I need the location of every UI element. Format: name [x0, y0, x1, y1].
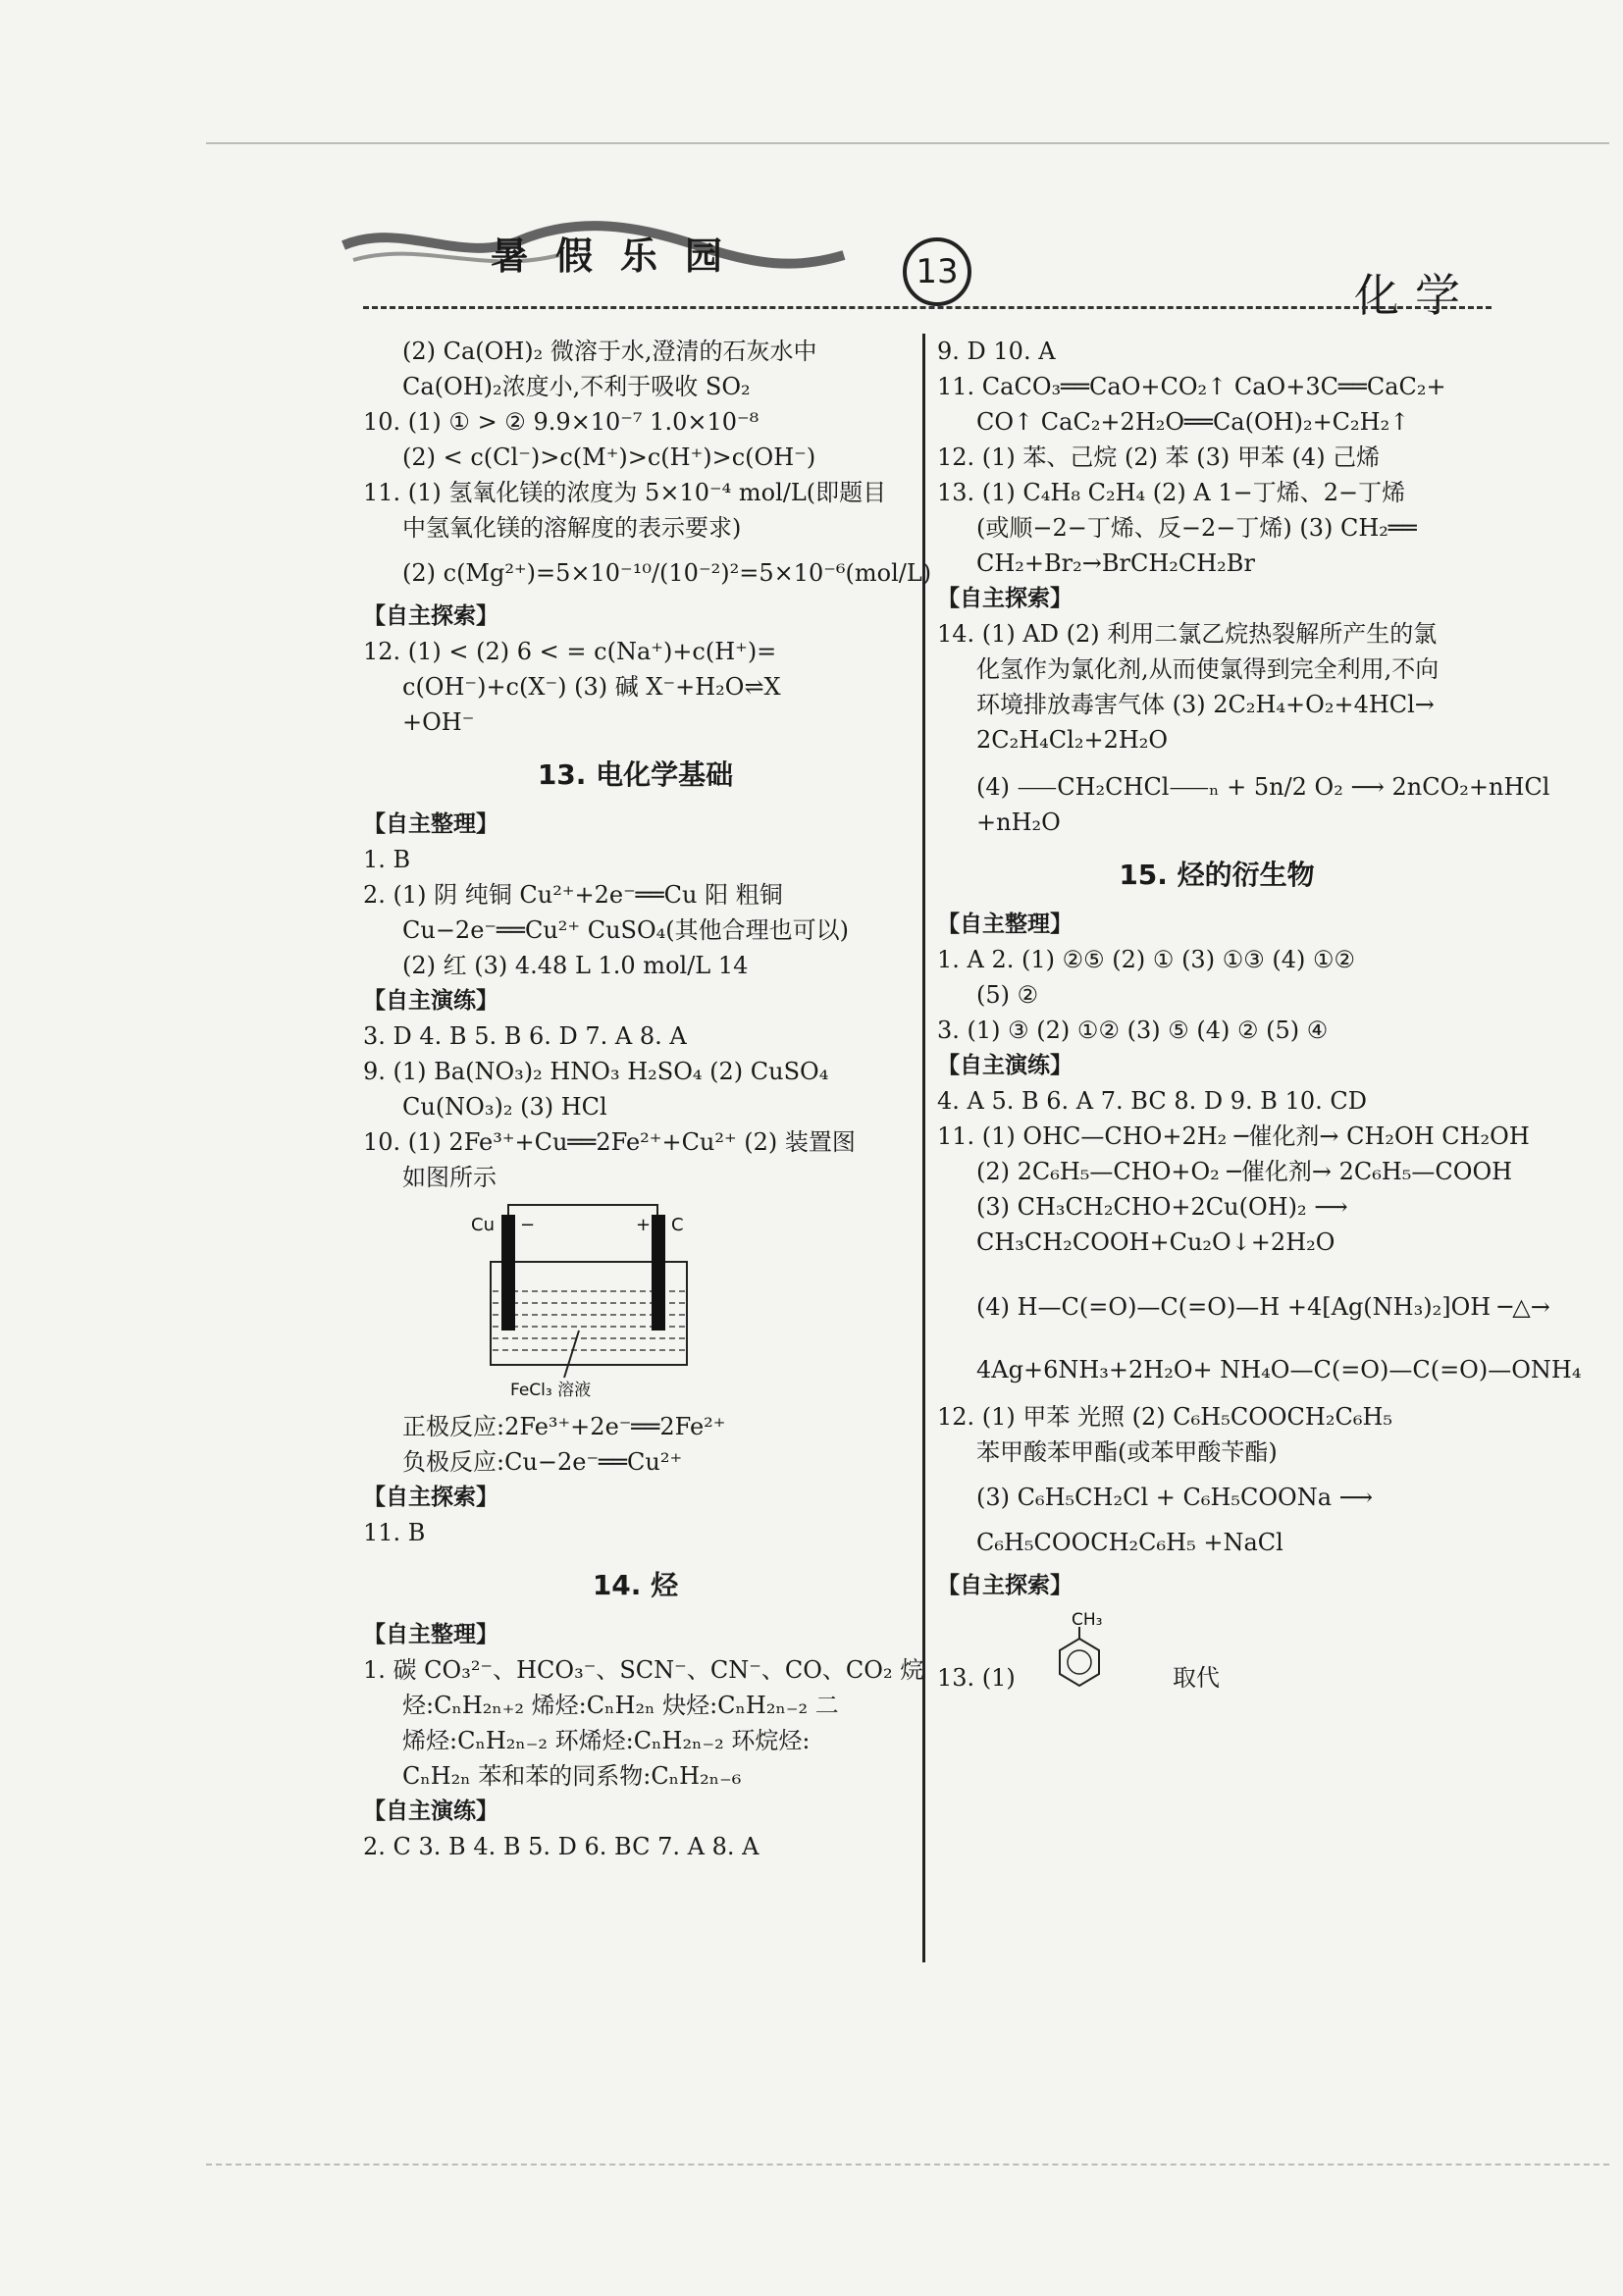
section-label: 【自主探索】 — [363, 603, 498, 629]
answer-line: 取代 — [1173, 1664, 1220, 1692]
cell-diagram — [471, 1203, 726, 1399]
answer-line: 中氢氧化镁的溶解度的表示要求) — [402, 514, 742, 542]
chapter-title: 14. 烃 — [592, 1569, 679, 1601]
label-solution: FeCl₃ 溶液 — [510, 1381, 592, 1400]
answer-line: 12. (1) < (2) 6 < = c(Na⁺)+c(H⁺)= — [363, 638, 777, 665]
answer-line: 烯烃:CₙH₂ₙ₋₂ 环烯烃:CₙH₂ₙ₋₂ 环烷烃: — [402, 1727, 811, 1754]
section-label: 【自主演练】 — [363, 1799, 498, 1824]
answer-line: C₆H₅COOCH₂C₆H₅ +NaCl — [976, 1529, 1283, 1556]
answer-line: (2) 2C₆H₅—CHO+O₂ ─催化剂→ 2C₆H₅—COOH — [976, 1158, 1513, 1185]
answer-line: (5) ② — [976, 981, 1039, 1009]
answer-line: (2) 红 (3) 4.48 L 1.0 mol/L 14 — [402, 952, 749, 979]
answer-line: 13. (1) — [937, 1664, 1016, 1692]
answer-line: CO↑ CaC₂+2H₂O══Ca(OH)₂+C₂H₂↑ — [976, 408, 1410, 436]
answer-line: 11. (1) OHC—CHO+2H₂ ─催化剂→ CH₂OH CH₂OH — [937, 1122, 1530, 1150]
answer-line: 9. D 10. A — [937, 338, 1056, 365]
section-label: 【自主探索】 — [937, 586, 1073, 611]
answer-line: 4Ag+6NH₃+2H₂O+ NH₄O—C(=O)—C(=O)—ONH₄ — [976, 1356, 1582, 1383]
answer-line: 2. (1) 阴 纯铜 Cu²⁺+2e⁻══Cu 阳 粗铜 — [363, 881, 783, 909]
answer-line: 烃:CₙH₂ₙ₊₂ 烯烃:CₙH₂ₙ 炔烃:CₙH₂ₙ₋₂ 二 — [402, 1692, 839, 1719]
right-column — [937, 334, 1582, 1709]
answer-line: CH₃CH₂COOH+Cu₂O↓+2H₂O — [976, 1228, 1335, 1256]
answer-line: (4) H—C(=O)—C(=O)—H +4[Ag(NH₃)₂]OH ─△→ — [976, 1293, 1550, 1321]
answer-line: 10. (1) ① > ② 9.9×10⁻⁷ 1.0×10⁻⁸ — [363, 408, 759, 436]
label-cu: Cu — [471, 1215, 495, 1235]
section-label: 【自主探索】 — [363, 1485, 498, 1510]
answer-line: 14. (1) AD (2) 利用二氯乙烷热裂解所产生的氯 — [937, 620, 1438, 648]
answer-line: (或顺−2−丁烯、反−2−丁烯) (3) CH₂══ — [976, 514, 1417, 542]
answer-line: CH₂+Br₂→BrCH₂CH₂Br — [976, 549, 1255, 577]
answer-line: 正极反应:2Fe³⁺+2e⁻══2Fe²⁺ — [402, 1413, 726, 1440]
answer-line: 环境排放毒害气体 (3) 2C₂H₄+O₂+4HCl→ — [976, 691, 1435, 718]
chapter-title: 15. 烃的衍生物 — [1119, 859, 1315, 891]
answer-line: 如图所示 — [402, 1164, 497, 1191]
bottom-rule — [206, 2164, 1609, 2166]
answer-line: Cu(NO₃)₂ (3) HCl — [402, 1093, 607, 1121]
answer-line: c(OH⁻)+c(X⁻) (3) 碱 X⁻+H₂O⇌X — [402, 673, 781, 701]
answer-line: (3) CH₃CH₂CHO+2Cu(OH)₂ ⟶ — [976, 1193, 1348, 1221]
section-label: 【自主演练】 — [937, 1053, 1073, 1078]
answer-line: 苯甲酸苯甲酯(或苯甲酸苄酯) — [976, 1438, 1278, 1466]
answer-line: (3) C₆H₅CH₂Cl + C₆H₅COONa ⟶ — [976, 1484, 1374, 1511]
galvanic-cell-figure — [363, 1203, 908, 1399]
answer-line: 1. 碳 CO₃²⁻、HCO₃⁻、SCN⁻、CN⁻、CO、CO₂ 烷 — [363, 1656, 924, 1684]
answer-line: 2. C 3. B 4. B 5. D 6. BC 7. A 8. A — [363, 1833, 759, 1860]
ch3-label: CH₃ — [1072, 1610, 1103, 1630]
answer-line: 1. B — [363, 846, 411, 873]
left-column — [363, 334, 932, 1864]
answer-line: 1. A 2. (1) ②⑤ (2) ① (3) ①③ (4) ①② — [937, 946, 1356, 973]
answer-line: (4) ⸺CH₂CHCl⸺ₙ + 5n/2 O₂ ⟶ 2nCO₂+nHCl — [976, 773, 1550, 801]
answer-line: 10. (1) 2Fe³⁺+Cu══2Fe²⁺+Cu²⁺ (2) 装置图 — [363, 1128, 856, 1156]
answer-line: Ca(OH)₂浓度小,不利于吸收 SO₂ — [402, 373, 751, 400]
banner-text: 暑假乐园 — [491, 234, 751, 278]
answer-line: +nH₂O — [976, 809, 1061, 836]
answer-line: 11. CaCO₃══CaO+CO₂↑ CaO+3C══CaC₂+ — [937, 373, 1446, 400]
chapter-title: 13. 电化学基础 — [537, 758, 734, 791]
top-rule — [206, 142, 1609, 144]
answer-line: 化氢作为氯化剂,从而使氯得到完全利用,不向 — [976, 655, 1440, 683]
section-label: 【自主演练】 — [363, 988, 498, 1014]
header-divider — [363, 306, 1492, 309]
section-label: 【自主探索】 — [937, 1573, 1073, 1598]
answer-line: 3. D 4. B 5. B 6. D 7. A 8. A — [363, 1022, 687, 1050]
answer-line: 负极反应:Cu−2e⁻══Cu²⁺ — [402, 1448, 683, 1476]
page-number: 13 — [903, 237, 971, 306]
label-minus: − — [520, 1215, 536, 1235]
label-c: C — [671, 1215, 684, 1235]
answer-line: +OH⁻ — [402, 708, 475, 736]
answer-line: (2) Ca(OH)₂ 微溶于水,澄清的石灰水中 — [402, 338, 817, 365]
section-label: 【自主整理】 — [937, 912, 1073, 937]
header-banner — [343, 196, 893, 304]
benzene-ring-icon — [1030, 1611, 1148, 1699]
answer-line: Cu−2e⁻══Cu²⁺ CuSO₄(其他合理也可以) — [402, 916, 849, 944]
answer-line: (2) c(Mg²⁺)=5×10⁻¹⁰/(10⁻²)²=5×10⁻⁶(mol/L) — [402, 559, 932, 587]
answer-line: 3. (1) ③ (2) ①② (3) ⑤ (4) ② (5) ④ — [937, 1017, 1329, 1044]
answer-line: (2) < c(Cl⁻)>c(M⁺)>c(H⁺)>c(OH⁻) — [402, 444, 816, 471]
answer-line: 12. (1) 甲苯 光照 (2) C₆H₅COOCH₂C₆H₅ — [937, 1403, 1393, 1431]
answer-line: 11. (1) 氢氧化镁的浓度为 5×10⁻⁴ mol/L(即题目 — [363, 479, 887, 506]
toluene-structure — [937, 1611, 1496, 1699]
answer-line: 11. B — [363, 1519, 426, 1546]
section-label: 【自主整理】 — [363, 1622, 498, 1647]
answer-line: 2C₂H₄Cl₂+2H₂O — [976, 726, 1169, 754]
answer-line: 12. (1) 苯、己烷 (2) 苯 (3) 甲苯 (4) 己烯 — [937, 444, 1381, 471]
subject-title: 化学 — [1354, 269, 1476, 322]
section-label: 【自主整理】 — [363, 811, 498, 837]
answer-line: 9. (1) Ba(NO₃)₂ HNO₃ H₂SO₄ (2) CuSO₄ — [363, 1058, 829, 1085]
answer-line: 13. (1) C₄H₈ C₂H₄ (2) A 1−丁烯、2−丁烯 — [937, 479, 1406, 506]
answer-line: CₙH₂ₙ 苯和苯的同系物:CₙH₂ₙ₋₆ — [402, 1762, 742, 1790]
label-plus: + — [636, 1215, 652, 1235]
answer-line: 4. A 5. B 6. A 7. BC 8. D 9. B 10. CD — [937, 1087, 1367, 1115]
